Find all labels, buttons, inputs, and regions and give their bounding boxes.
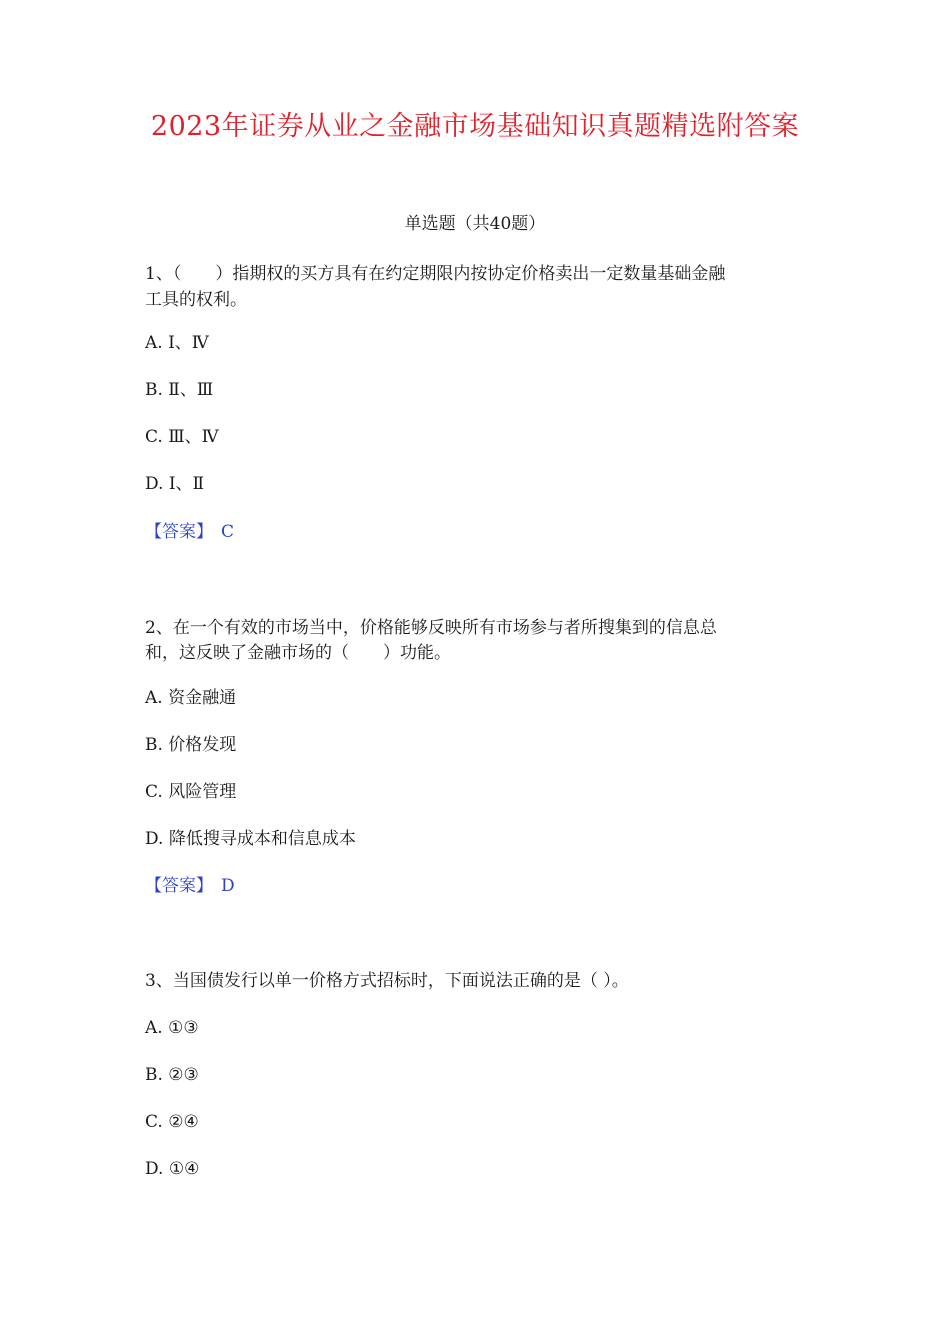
question-2-answer xyxy=(145,874,815,898)
question-2-stem-line-2: 和，这反映了金融市场的（ ）功能。 xyxy=(145,643,451,663)
question-2-option-c: C. 风险管理 xyxy=(145,782,237,802)
question-1-option-b: B. Ⅱ、Ⅲ xyxy=(145,380,214,400)
question-3-option-a: A. ①③ xyxy=(145,1018,199,1038)
question-1-answer xyxy=(145,520,815,544)
question-3-stem-line-1: 3、当国债发行以单一价格方式招标时，下面说法正确的是（ ）。 xyxy=(145,971,629,991)
answer-value: C xyxy=(221,522,235,542)
question-2-option-d: D. 降低搜寻成本和信息成本 xyxy=(145,829,356,849)
question-3-option-c: C. ②④ xyxy=(145,1112,199,1132)
answer-label: 【答案】 xyxy=(145,522,213,542)
document-title: 2023年证券从业之金融市场基础知识真题精选附答案 xyxy=(150,111,800,142)
question-1-option-a: A. Ⅰ、Ⅳ xyxy=(145,333,209,353)
question-1-stem-line-2: 工具的权利。 xyxy=(145,290,247,310)
question-1-option-d: D. Ⅰ、Ⅱ xyxy=(145,474,205,494)
answer-label: 【答案】 xyxy=(145,876,213,896)
question-3-option-b: B. ②③ xyxy=(145,1065,199,1085)
question-2-option-b: B. 价格发现 xyxy=(145,735,237,755)
question-3-option-d: D. ①④ xyxy=(145,1159,200,1179)
section-heading: 单选题（共40题） xyxy=(404,214,546,234)
question-1-stem-line-1: 1、（ ）指期权的买方具有在约定期限内按协定价格卖出一定数量基础金融 xyxy=(145,264,726,284)
answer-value: D xyxy=(221,876,235,896)
question-2-option-a: A. 资金融通 xyxy=(145,688,237,708)
question-1-option-c: C. Ⅲ、Ⅳ xyxy=(145,427,219,447)
question-2-stem-line-1: 2、在一个有效的市场当中，价格能够反映所有市场参与者所搜集到的信息总 xyxy=(145,618,717,638)
